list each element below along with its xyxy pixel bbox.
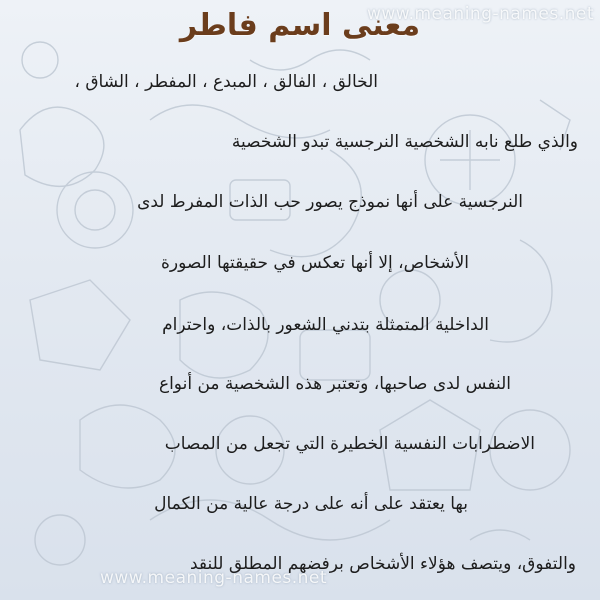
meaning-line: الداخلية المتمثلة بتدني الشعور بالذات، واحترام: [162, 315, 489, 335]
meaning-line: النفس لدى صاحبها، وتعتبر هذه الشخصية من أنواع: [158, 374, 511, 394]
meaning-line: الخالق ، الفالق ، المبدع ، المفطر ، الشاق ،: [74, 72, 378, 92]
watermark-top: www.meaning-names.net: [366, 4, 594, 24]
meaning-line: والتفوق، ويتصف هؤلاء الأشخاص برفضهم المطلق للنقد: [189, 554, 576, 574]
watermark-bottom: www.meaning-names.net: [100, 568, 328, 588]
meaning-line: الأشخاص، إلا أنها تعكس في حقيقتها الصورة: [161, 253, 469, 273]
meaning-line: الاضطرابات النفسية الخطيرة التي تجعل من المصاب: [164, 434, 535, 454]
meaning-line: والذي طلع نابه الشخصية النرجسية تبدو الشخصية: [231, 132, 578, 152]
page-title: معنى اسم فاطر: [179, 8, 421, 43]
meaning-line: بها يعتقد على أنه على درجة عالية من الكمال: [154, 494, 468, 514]
meaning-line: النرجسية على أنها نموذج يصور حب الذات المفرط لدى: [137, 192, 523, 212]
